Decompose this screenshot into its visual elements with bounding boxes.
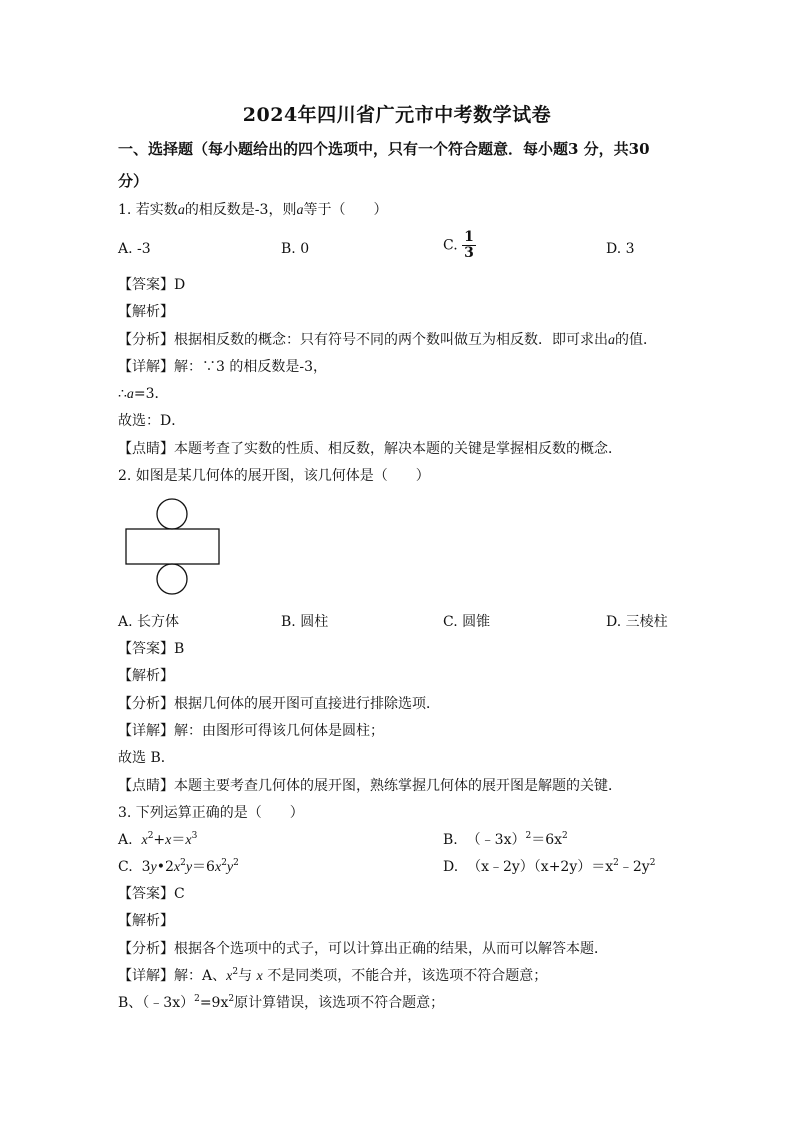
q3-answer: 【答案】C bbox=[118, 886, 185, 902]
q1-dianjing: 【点睛】本题考查了实数的性质、相反数，解决本题的关键是掌握相反数的概念． bbox=[118, 441, 622, 457]
q2-fenxi: 【分析】根据几何体的展开图可直接进行排除选项． bbox=[118, 696, 440, 712]
cylinder-net-figure bbox=[120, 494, 224, 596]
q1-xiangjie: 【详解】解：∵3 的相反数是-3， bbox=[118, 359, 327, 375]
q1-option-b: B. 0 bbox=[281, 241, 310, 257]
q2-xiangjie: 【详解】解：由图形可得该几何体是圆柱； bbox=[118, 723, 384, 739]
fraction-one-third: $\frac{1}{3}$ bbox=[464, 229, 474, 261]
q2-answer: 【答案】B bbox=[118, 641, 185, 657]
q3-option-b: B. $(﹣3x)^2=6x^2$ bbox=[443, 831, 568, 848]
q2-option-a: A. 长方体 bbox=[118, 614, 180, 630]
q1-option-c: C. $\frac{1}{3}$ bbox=[443, 229, 474, 261]
q2-stem: 2. 如图是某几何体的展开图，该几何体是（ ） bbox=[118, 468, 430, 484]
q3-fenxi: 【分析】根据各个选项中的式子，可以计算出正确的结果，从而可以解答本题． bbox=[118, 941, 608, 957]
q1-option-d: D. 3 bbox=[606, 241, 635, 257]
top-circle bbox=[157, 499, 187, 529]
q3-option-d: D. $(x﹣2y)(x+2y)=x^2﹣2y^2$ bbox=[443, 858, 656, 875]
q1-choose: 故选：D． bbox=[118, 413, 186, 429]
q3-stem: 3. 下列运算正确的是（ ） bbox=[118, 805, 304, 821]
q3-option-a: A. $x^2+x=x^3$ bbox=[118, 831, 198, 848]
section-heading-cont: 分） bbox=[118, 172, 149, 190]
q1-answer: 【答案】D bbox=[118, 277, 186, 293]
net-rectangle bbox=[126, 529, 219, 564]
q1-fenxi: 【分析】根据相反数的概念：只有符号不同的两个数叫做互为相反数．即可求出a的值． bbox=[118, 332, 657, 348]
q1-stem: 1. 若实数a的相反数是-3，则a等于（ ） bbox=[118, 202, 388, 218]
q3-option-c: C. $3y•2x^2y=6x^2y^2$ bbox=[118, 858, 239, 875]
section-heading: 一、选择题（每小题给出的四个选项中，只有一个符合题意．每小题3 分，共30 bbox=[118, 140, 650, 158]
q3-option-b-explanation: B、$(﹣3x)^2=9x^2$原计算错误，该选项不符合题意； bbox=[118, 994, 445, 1011]
q2-dianjing: 【点睛】本题主要考查几何体的展开图，熟练掌握几何体的展开图是解题的关键． bbox=[118, 778, 622, 794]
q3-xiangjie: 【详解】解：A、$x^2$与 x 不是同类项，不能合并，该选项不符合题意； bbox=[118, 967, 548, 984]
q2-choose: 故选 B． bbox=[118, 750, 175, 766]
bottom-circle bbox=[157, 564, 187, 594]
page-title: 2024年四川省广元市中考数学试卷 bbox=[242, 104, 552, 126]
q1-analysis-header: 【解析】 bbox=[118, 304, 174, 320]
q3-analysis-header: 【解析】 bbox=[118, 913, 174, 929]
q2-analysis-header: 【解析】 bbox=[118, 668, 174, 684]
q1-option-a: A. -3 bbox=[118, 241, 151, 257]
q1-therefore: ∴a=3． bbox=[118, 386, 169, 402]
q2-option-d: D. 三棱柱 bbox=[606, 614, 668, 630]
q2-option-b: B. 圆柱 bbox=[281, 614, 329, 630]
q2-option-c: C. 圆锥 bbox=[443, 614, 491, 630]
